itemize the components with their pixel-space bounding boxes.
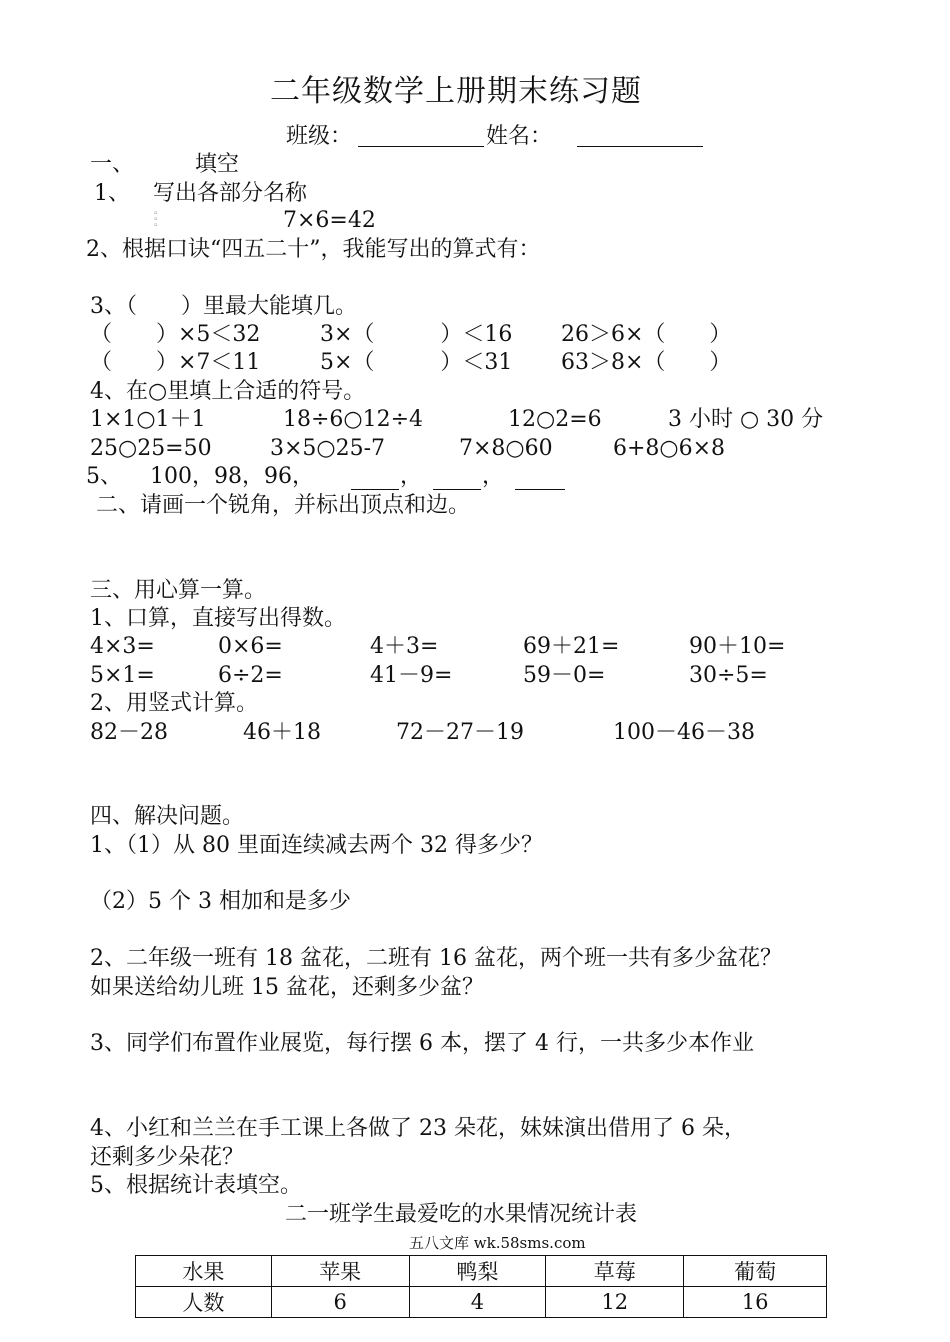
mental-calc-item: 69＋21= [523, 634, 620, 659]
vertical-calc-item: 72－27－19 [396, 720, 524, 745]
table-header-cell: 葡萄 [684, 1256, 827, 1287]
q3-item: 5×（ ）＜31 [320, 350, 513, 375]
section-4-heading: 四、解决问题。 [90, 804, 245, 829]
q1-text: 写出各部分名称 [153, 181, 308, 206]
table-cell: 12 [546, 1287, 684, 1318]
q3-item: 3×（ ）＜16 [320, 322, 513, 347]
s3-q1-text: 1、口算，直接写出得数。 [90, 606, 346, 631]
s4-q4a: 4、小红和兰兰在手工课上各做了 23 朵花，妹妹演出借用了 6 朵， [90, 1116, 746, 1141]
page-title: 二年级数学上册期末练习题 [270, 74, 642, 109]
name-label: 姓名： [486, 124, 553, 149]
q2-text: 2、根据口诀“四五二十”，我能写出的算式有： [86, 237, 541, 262]
q4-text: 4、在○里填上合适的符号。 [90, 379, 366, 404]
s4-q5: 5、根据统计表填空。 [90, 1173, 302, 1198]
table-row [136, 1287, 827, 1318]
mental-calc-item: 59－0= [523, 663, 606, 688]
q4-item: 25○25=50 [90, 436, 212, 461]
q5-blank-2[interactable] [433, 489, 481, 490]
s4-q3: 3、同学们布置作业展览，每行摆 6 本，摆了 4 行，一共多少本作业 [90, 1031, 754, 1056]
q1-number: 1、 [94, 181, 130, 206]
q4-item: 18÷6○12÷4 [283, 407, 424, 432]
s4-q1a: 1、（1）从 80 里面连续减去两个 32 得多少？ [90, 833, 543, 858]
mental-calc-item: 4×3= [90, 634, 155, 659]
mental-calc-item: 90＋10= [689, 634, 786, 659]
table-cell: 6 [271, 1287, 409, 1318]
mental-calc-item: 4＋3= [370, 634, 439, 659]
q3-item: 63＞8×（ ） [561, 350, 732, 375]
fruit-table [135, 1255, 827, 1318]
s4-q2a: 2、二年级一班有 18 盆花，二班有 16 盆花，两个班一共有多少盆花？ [90, 946, 782, 971]
mental-calc-item: 6÷2= [218, 663, 283, 688]
watermark: 五八文库 wk.58sms.com [409, 1234, 586, 1252]
q5-number: 5、 [86, 464, 122, 489]
q3-item: 26＞6×（ ） [561, 322, 732, 347]
s4-q2b: 如果送给幼儿班 15 盆花，还剩多少盆？ [90, 975, 484, 1000]
vertical-calc-item: 100－46－38 [613, 720, 755, 745]
table-header-row [136, 1256, 827, 1287]
q4-item: 6+8○6×8 [613, 436, 726, 461]
class-label: 班级： [286, 124, 353, 149]
q5-separator: ， [400, 464, 423, 489]
s4-q1b: （2）5 个 3 相加和是多少 [90, 889, 351, 914]
q4-item: 1×1○1＋1 [90, 407, 206, 432]
table-header-cell: 水果 [136, 1256, 272, 1287]
table-cell: 人数 [136, 1287, 272, 1318]
class-blank[interactable] [358, 146, 484, 147]
section-2-heading: 二、请画一个锐角，并标出顶点和边。 [96, 493, 471, 518]
vertical-calc-item: 82－28 [90, 720, 168, 745]
q3-item: （ ）×5＜32 [90, 322, 261, 347]
q1-tiny-mark: ▫ ▫ ▫ [154, 210, 158, 228]
q4-item: 7×8○60 [459, 436, 553, 461]
q4-item: 12○2=6 [508, 407, 602, 432]
mental-calc-item: 30÷5= [689, 663, 768, 688]
q3-item: （ ）×7＜11 [90, 350, 261, 375]
section-3-heading: 三、用心算一算。 [90, 578, 267, 603]
q4-item: 3 小时 ○ 30 分 [668, 407, 824, 432]
q5-blank-3[interactable] [515, 489, 565, 490]
table-header-cell: 鸭梨 [409, 1256, 546, 1287]
table-cell: 4 [409, 1287, 546, 1318]
q1-expression: 7×6=42 [283, 208, 376, 233]
mental-calc-item: 0×6= [218, 634, 283, 659]
section-1-number: 一、 [90, 152, 135, 177]
q5-text: 100，98，96， [150, 464, 314, 489]
table-header-cell: 苹果 [271, 1256, 409, 1287]
table-header-cell: 草莓 [546, 1256, 684, 1287]
q3-text: 3、（ ）里最大能填几。 [90, 294, 357, 319]
name-blank[interactable] [577, 146, 703, 147]
table-cell: 16 [684, 1287, 827, 1318]
q5-blank-1[interactable] [351, 489, 399, 490]
section-1-heading: 填空 [195, 152, 240, 177]
s4-q4b: 还剩多少朵花？ [90, 1145, 245, 1170]
q5-separator: ， [482, 464, 505, 489]
mental-calc-item: 41－9= [370, 663, 453, 688]
vertical-calc-item: 46＋18 [243, 720, 321, 745]
q4-item: 3×5○25-7 [270, 436, 386, 461]
table-title: 二一班学生最爱吃的水果情况统计表 [285, 1202, 638, 1227]
s3-q2-text: 2、用竖式计算。 [90, 691, 258, 716]
mental-calc-item: 5×1= [90, 663, 155, 688]
